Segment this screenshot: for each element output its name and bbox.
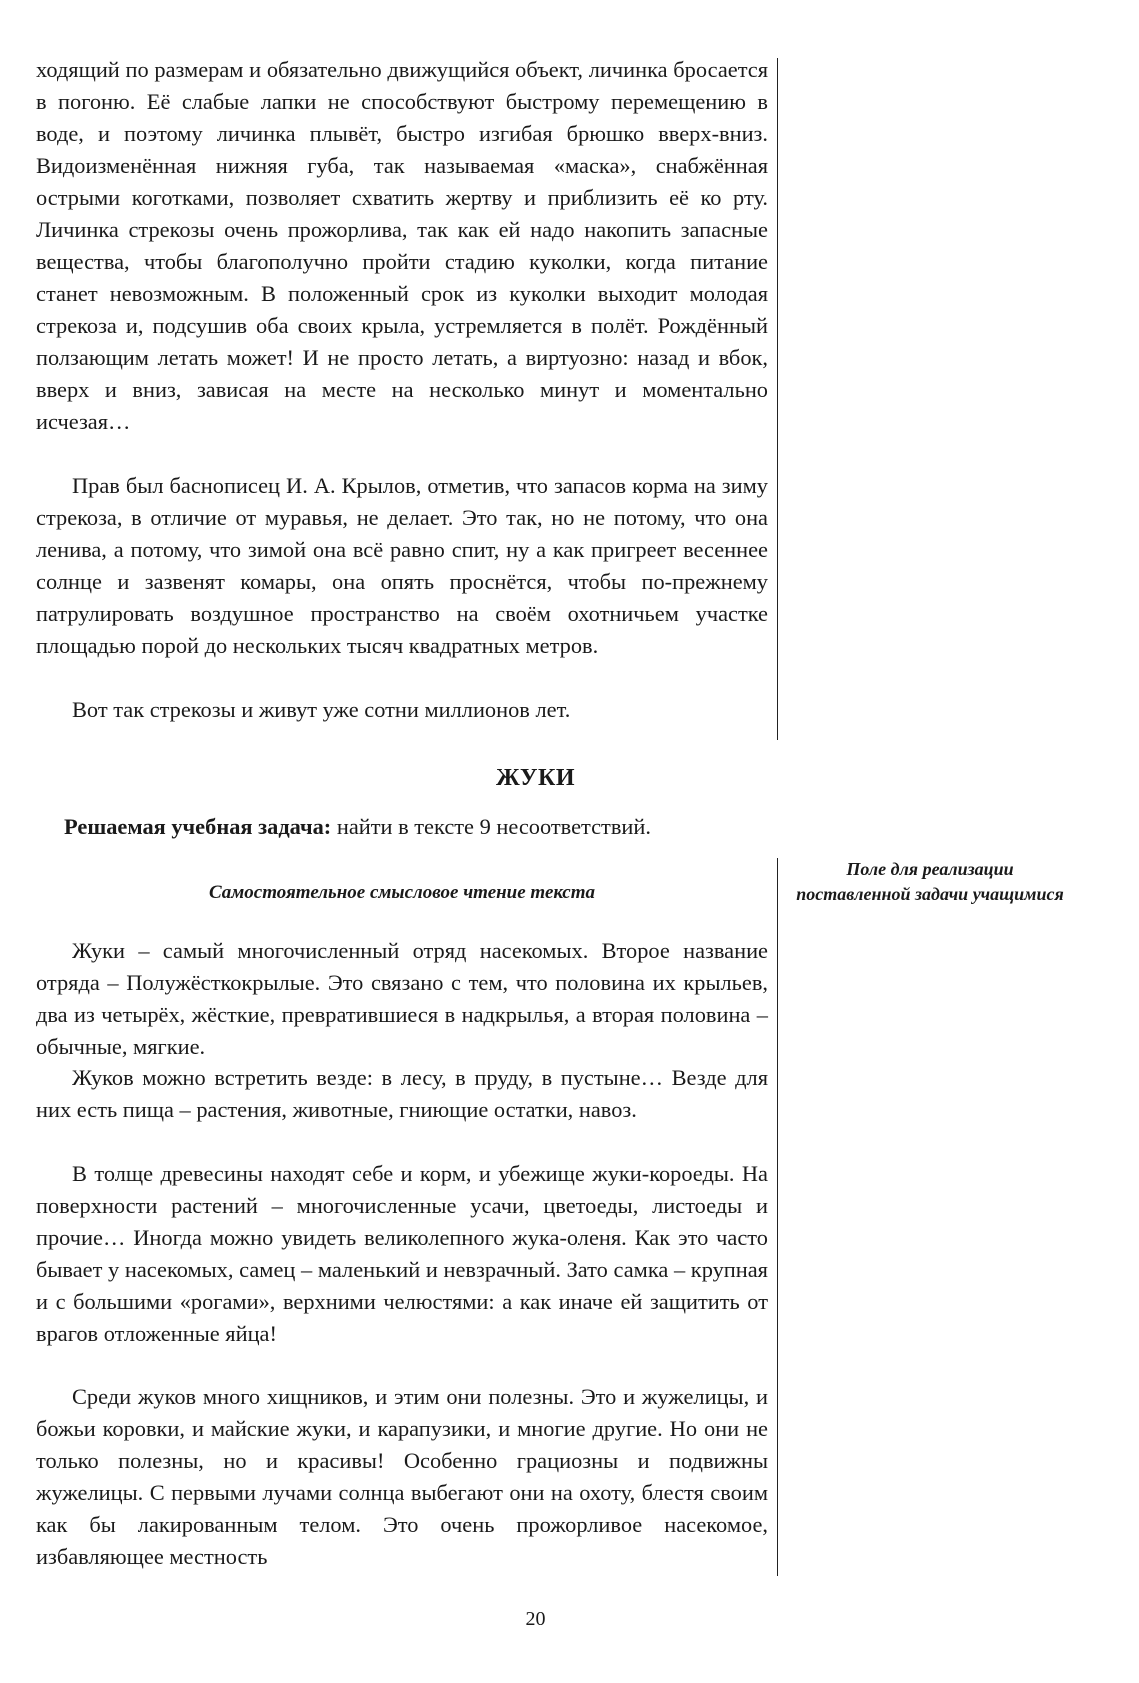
learning-task-text: найти в тексте 9 несоответствий. bbox=[331, 814, 651, 839]
side-field-note: Поле для реализации поставленной задачи учащимися bbox=[796, 859, 1064, 904]
paragraph-beetles-order: Жуки – самый многочисленный отряд насекомых. Второе название отряда – Полужёсткокрылые. Это связано с тем, что половина их крыльев, два из четырёх, жёсткие, превратившиеся в надкрылья, а вторая половина – обычные, мягкие. bbox=[36, 938, 768, 1059]
page-number: 20 bbox=[525, 1608, 546, 1630]
margin-divider-top bbox=[777, 58, 778, 740]
learning-task bbox=[64, 814, 651, 840]
margin-divider-bottom bbox=[777, 858, 778, 1576]
learning-task-label: Решаемая учебная задача: bbox=[64, 814, 332, 839]
reading-subheading: Самостоятельное смысловое чтение текста bbox=[208, 882, 596, 903]
paragraph-dragonfly-larva: ходящий по размерам и обязательно движущийся объект, личинка бросается в погоню. Её слабые лапки не способствуют быстрому перемещению в воде, и поэтому личинка плывёт, быстро изгибая брюшко вверх-вниз. Видоизменённая нижняя губа, так называемая «маска», снабжённая острыми коготками, позволяет схватить жертву и приблизить её ко рту. Личинка стрекозы очень прожорлива, так как ей надо накопить запасные вещества, чтобы благополучно пройти стадию куколки, когда питание станет невозможным. В положенный срок из куколки выходит молодая стрекоза и, подсушив оба своих крыла, устремляется в полёт. Рождённый ползающим летать может! И не просто летать, а виртуозно: назад и вбок, вверх и вниз, зависая на месте на несколько минут и моментально исчезая… bbox=[36, 57, 768, 434]
paragraph-beetles-habitat: Жуков можно встретить везде: в лесу, в пруду, в пустыне… Везде для них есть пища – растения, животные, гниющие остатки, навоз. bbox=[36, 1065, 768, 1122]
paragraph-krylov: Прав был баснописец И. А. Крылов, отметив, что запасов корма на зиму стрекоза, в отличие от муравья, не делает. Это так, но не потому, что она ленива, а потому, что зимой она всё равно спит, ну а как пригреет весеннее солнце и зазвенят комары, она опять проснётся, чтобы по-прежнему патрулировать воздушное пространство на своём охотничьем участке площадью порой до нескольких тысяч квадратных метров. bbox=[36, 473, 768, 658]
paragraph-beetles-bark: В толще древесины находят себе и корм, и убежище жуки-короеды. На поверхности растений – многочисленные усачи, цветоеды, листоеды и прочие… Иногда можно увидеть великолепного жука-оленя. Как это часто бывает у насекомых, самец – маленький и невзрачный. Зато самка – крупная и с большими «рогами», верхними челюстями: а как иначе ей защитить от врагов отложенные яйца! bbox=[36, 1161, 768, 1346]
section-title: ЖУКИ bbox=[495, 765, 576, 791]
paragraph-millions-years: Вот так стрекозы и живут уже сотни миллионов лет. bbox=[72, 697, 571, 722]
paragraph-beetles-predators: Среди жуков много хищников, и этим они полезны. Это и жужелицы, и божьи коровки, и майские жуки, и карапузики, и многие другие. Но они не только полезны, но и красивы! Особенно грациозны и подвижны жужелицы. С первыми лучами солнца выбегают они на охоту, блестя своим как бы лакированным телом. Это очень прожорливое насекомое, избавляющее местность bbox=[36, 1384, 768, 1569]
